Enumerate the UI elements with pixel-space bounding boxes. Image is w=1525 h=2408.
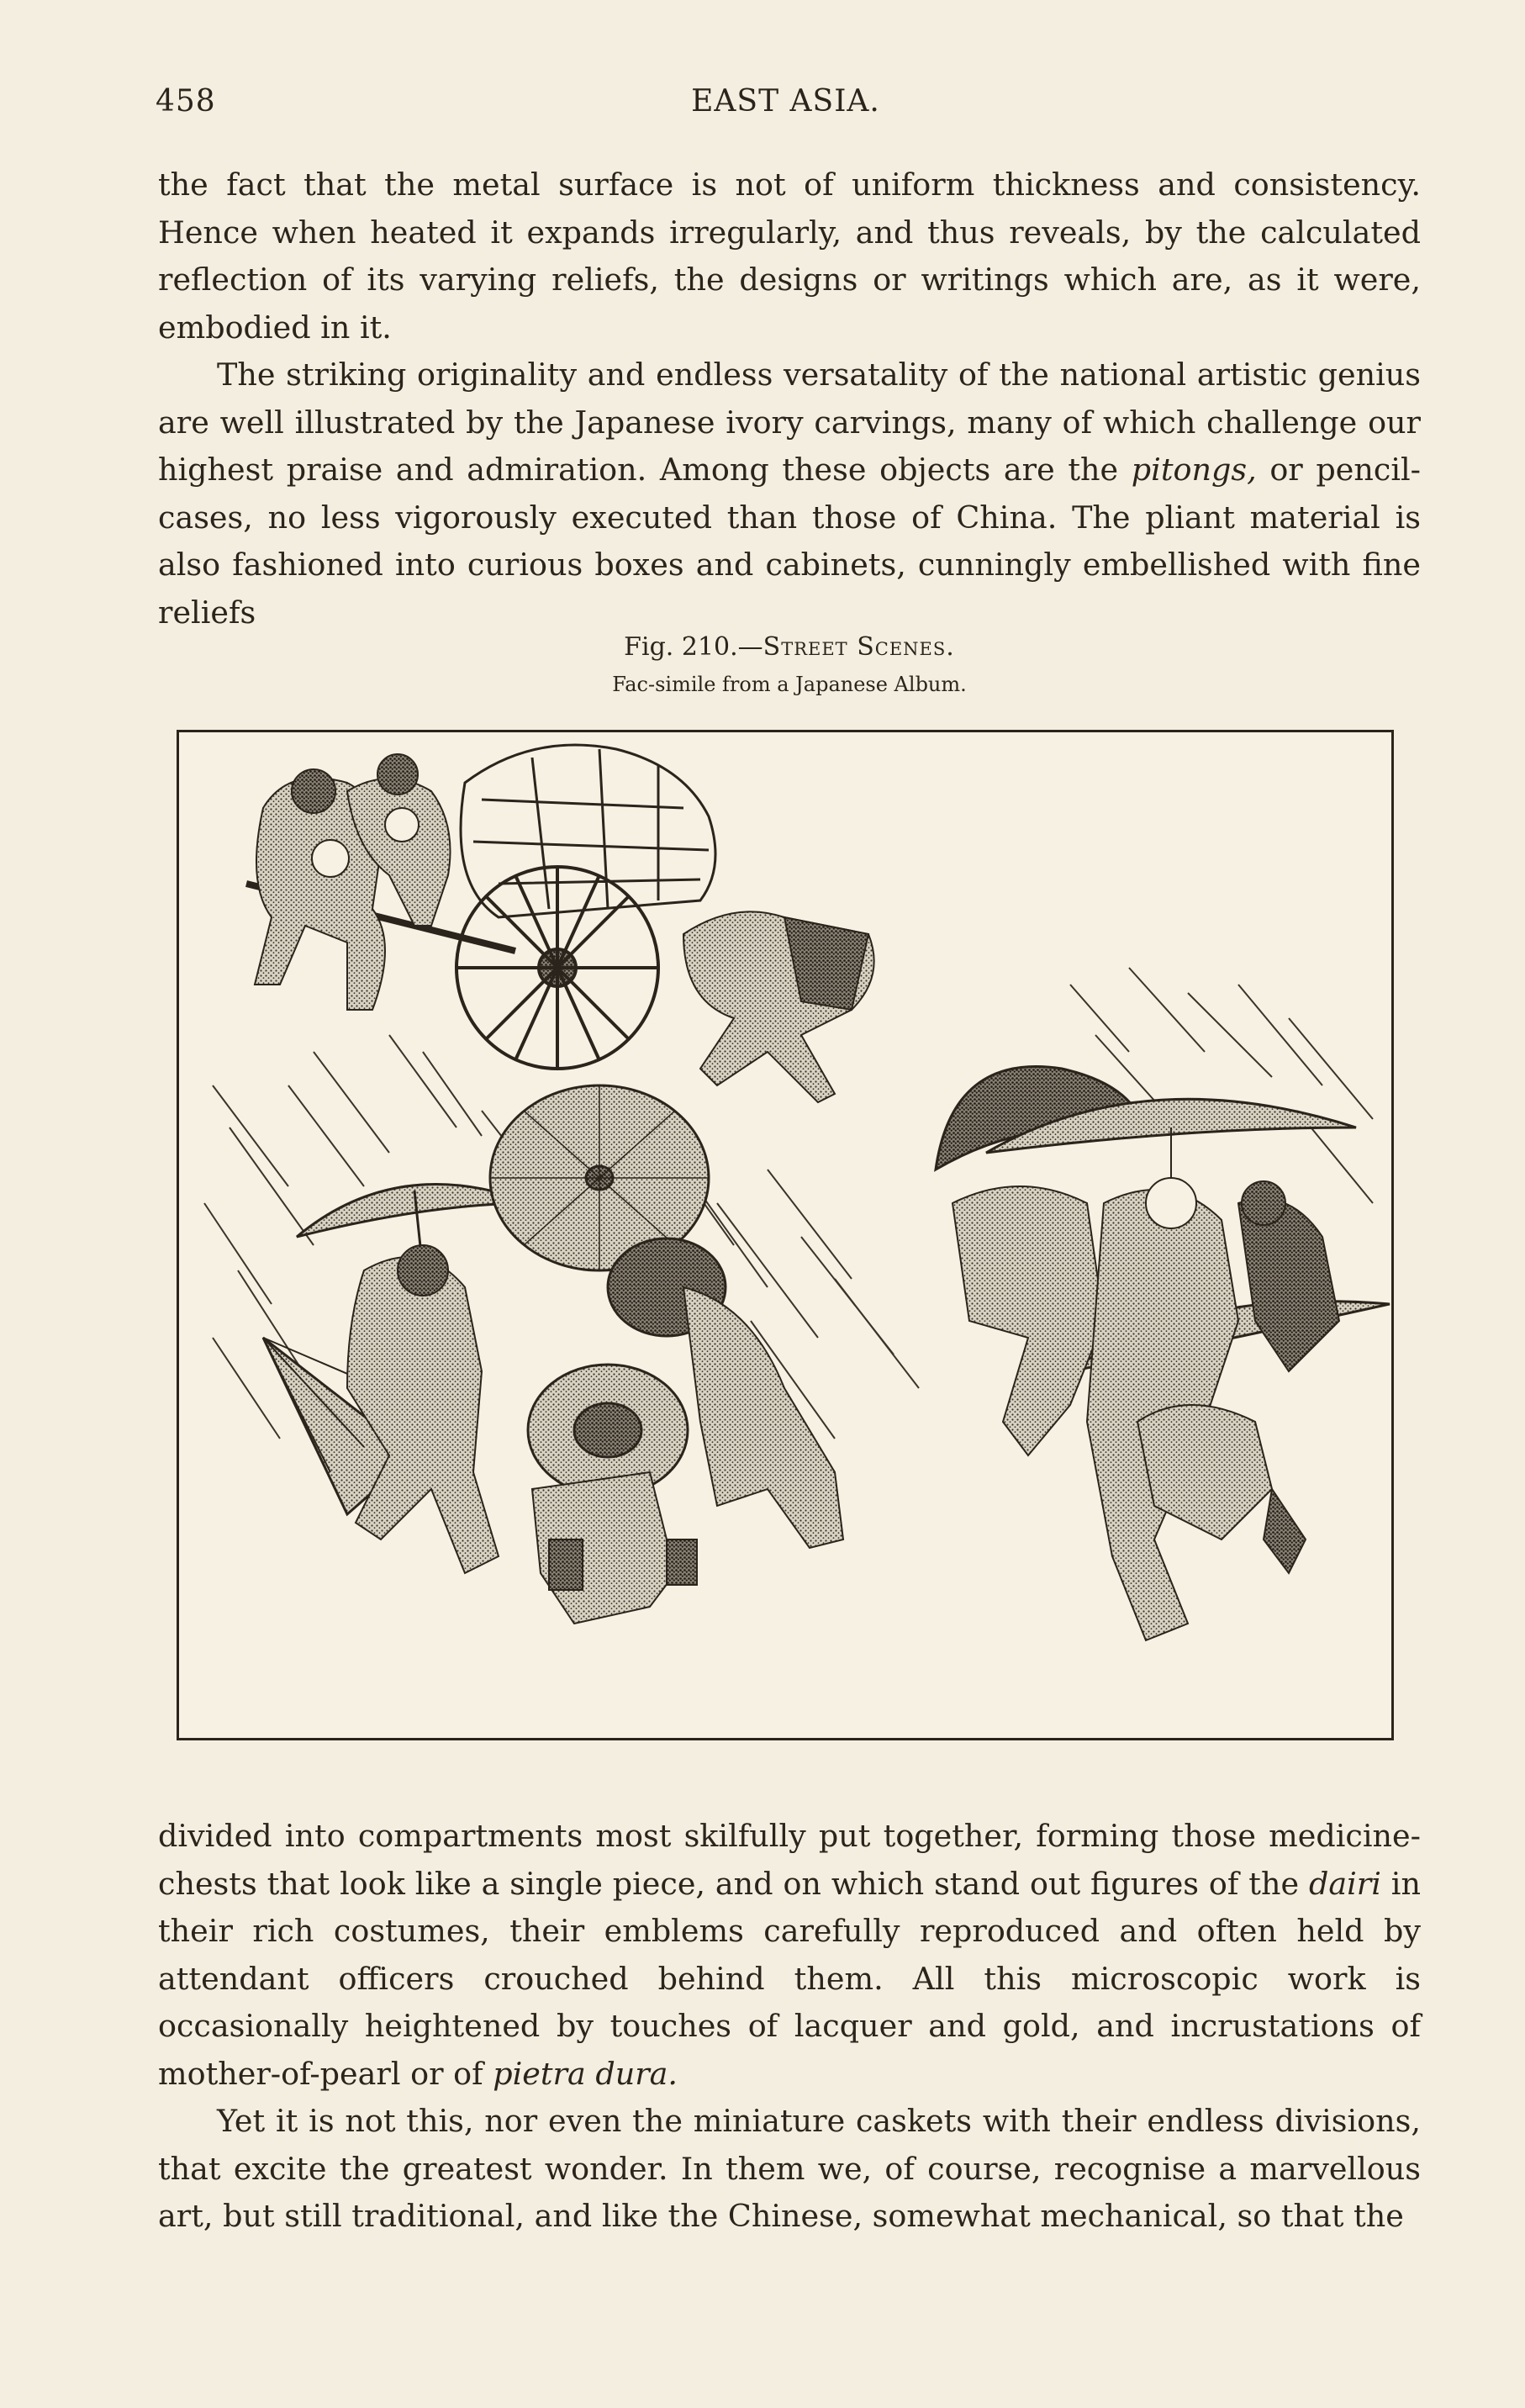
paragraph: the fact that the metal surface is not of uniform thickness and consistency. Hence when heated it expands irregularly, and thus reveals, by the calculated reflection of its varying reliefs, the designs or writings which are, as it were, embodied in it.: [158, 166, 1421, 346]
figure-title: Street Scenes.: [762, 632, 955, 662]
paragraph-text: divided into compartments most skilfully put together, forming those medicine-chests that look like a single piece, and on which stand out figures of the: [158, 1818, 1421, 1902]
walking-figures: [952, 1178, 1339, 1640]
figure-subcaption: Fac-simile from a Japanese Album.: [612, 673, 967, 696]
figure-caption: [158, 632, 1421, 662]
paragraph: [158, 1813, 1421, 2098]
paragraph: [158, 351, 1421, 636]
cart-pullers: [255, 754, 451, 1010]
paragraph-text: or pencil-cases, no less vigorously executed than those of China. The pliant material is also fashioned into curious boxes and cabinets, cunningly embellished with fine reliefs: [158, 452, 1421, 631]
italic-term: dairi: [1308, 1865, 1381, 1902]
figure-illustration: [177, 730, 1394, 1740]
cart-pusher: [683, 911, 874, 1102]
running-title: EAST ASIA.: [691, 84, 880, 119]
figure-number: Fig. 210.—: [624, 632, 763, 662]
page-number: 458: [156, 84, 216, 119]
cart-wheel: [456, 867, 658, 1069]
cart-load: [461, 745, 715, 917]
top-text-block: [158, 161, 1421, 636]
bottom-text-block: [158, 1813, 1421, 2241]
paragraph-text: The striking originality and endless versatality of the national artistic genius are well illustrated by the Japanese ivory carvings, many of which challenge our highest praise and admiration. Among these objects are the: [158, 356, 1421, 488]
running-head: [156, 84, 1416, 126]
italic-term: pietra dura.: [493, 2055, 678, 2092]
street-scene-engraving: [179, 732, 1391, 1738]
paragraph: Yet it is not this, nor even the miniature caskets with their endless divisions, that excite the greatest wonder. In them we, of course, recognise a marvellous art, but still traditional, and like the Chinese, somewhat mechanical, so that the: [158, 2103, 1421, 2234]
italic-term: pitongs,: [1131, 452, 1257, 488]
paragraph-text: in their rich costumes, their emblems carefully reproduced and often held by attendant officers crouched behind them. All this microscopic work is occasionally heightened by touches of lacquer and gold, and incrustations of mother-of-pearl or of: [158, 1865, 1421, 2092]
